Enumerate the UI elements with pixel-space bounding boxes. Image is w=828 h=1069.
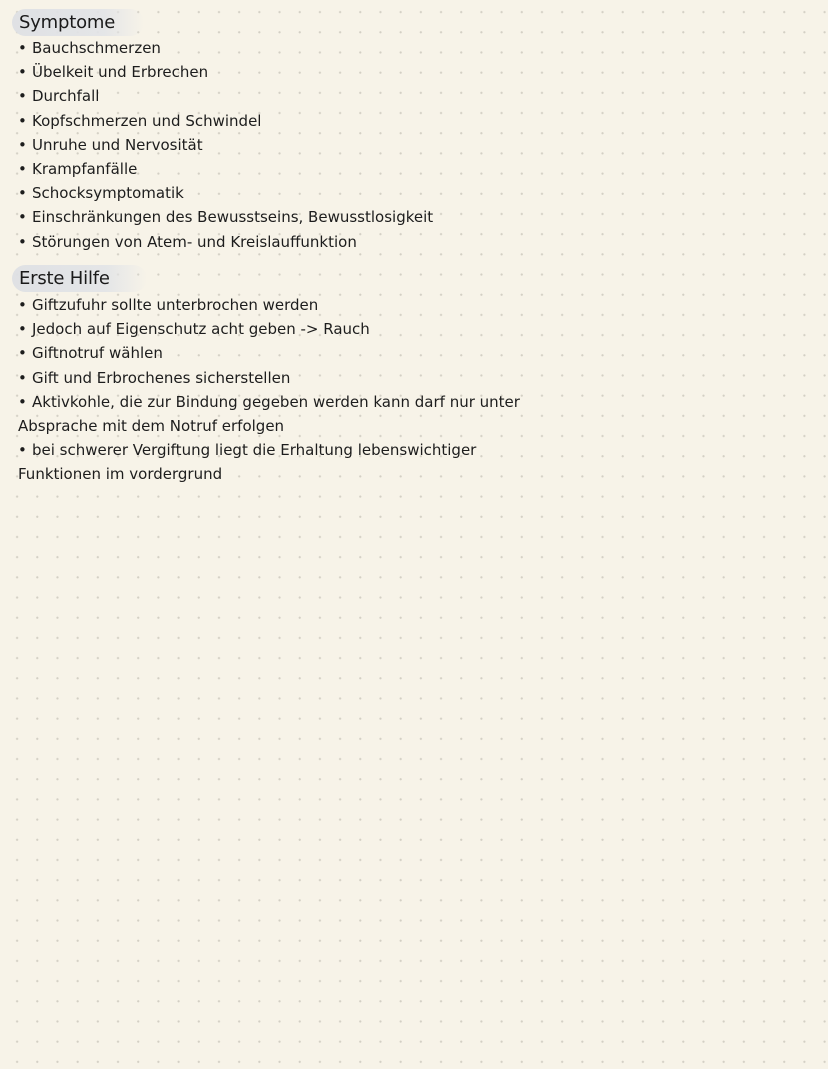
list-item bbox=[18, 109, 433, 133]
list-item-text: Durchfall bbox=[32, 87, 100, 106]
list-item bbox=[18, 60, 433, 84]
list-item-text: Aktivkohle, die zur Bindung gegeben werden kann darf nur unter bbox=[32, 392, 520, 411]
list-item-text: Unruhe und Nervosität bbox=[32, 135, 203, 154]
bullet-icon: • bbox=[18, 441, 27, 460]
list-item-continuation bbox=[18, 414, 520, 438]
list-item bbox=[18, 341, 520, 365]
heading-erste-hilfe-text: Erste Hilfe bbox=[19, 268, 110, 289]
list-item bbox=[18, 317, 520, 341]
bullet-icon: • bbox=[18, 39, 27, 57]
symptome-list bbox=[18, 36, 433, 254]
list-item-text: Funktionen im vordergrund bbox=[18, 465, 223, 484]
list-item bbox=[18, 230, 433, 254]
bullet-icon: • bbox=[18, 87, 27, 106]
heading-symptome bbox=[12, 9, 144, 36]
list-item-text: bei schwerer Vergiftung liegt die Erhaltung lebenswichtiger bbox=[32, 441, 477, 460]
list-item bbox=[18, 181, 433, 205]
list-item bbox=[18, 293, 520, 317]
list-item bbox=[18, 84, 433, 108]
bullet-icon: • bbox=[18, 63, 27, 82]
list-item-text: Einschränkungen des Bewusstseins, Bewusstlosigkeit bbox=[32, 208, 434, 227]
list-item-text: Absprache mit dem Notruf erfolgen bbox=[18, 417, 285, 436]
heading-erste-hilfe bbox=[12, 265, 147, 292]
bullet-icon: • bbox=[18, 208, 27, 227]
list-item-text: Kopfschmerzen und Schwindel bbox=[32, 111, 262, 130]
bullet-icon: • bbox=[18, 296, 27, 314]
erste-hilfe-list bbox=[18, 293, 520, 487]
list-item-text: Giftnotruf wählen bbox=[32, 344, 163, 363]
bullet-icon: • bbox=[18, 111, 27, 130]
bullet-icon: • bbox=[18, 344, 27, 363]
bullet-icon: • bbox=[18, 368, 27, 387]
list-item-text: Schocksymptomatik bbox=[32, 184, 184, 203]
bullet-icon: • bbox=[18, 232, 27, 251]
list-item-text: Giftzufuhr sollte unterbrochen werden bbox=[32, 296, 319, 314]
bullet-icon: • bbox=[18, 184, 27, 203]
list-item bbox=[18, 438, 520, 462]
bullet-icon: • bbox=[18, 135, 27, 154]
list-item bbox=[18, 133, 433, 157]
list-item-text: Krampfanfälle bbox=[32, 160, 138, 179]
list-item bbox=[18, 205, 433, 229]
list-item-text: Übelkeit und Erbrechen bbox=[32, 63, 209, 82]
list-item bbox=[18, 390, 520, 414]
heading-symptome-text: Symptome bbox=[19, 12, 116, 33]
list-item bbox=[18, 36, 433, 60]
bullet-icon: • bbox=[18, 160, 27, 179]
list-item-text: Bauchschmerzen bbox=[32, 39, 161, 57]
list-item-continuation bbox=[18, 462, 520, 486]
bullet-icon: • bbox=[18, 392, 27, 411]
list-item-text: Störungen von Atem- und Kreislauffunktion bbox=[32, 232, 357, 251]
list-item-text: Jedoch auf Eigenschutz acht geben -> Rauch bbox=[32, 320, 370, 339]
list-item bbox=[18, 157, 433, 181]
list-item bbox=[18, 366, 520, 390]
bullet-icon: • bbox=[18, 320, 27, 339]
list-item-text: Gift und Erbrochenes sicherstellen bbox=[32, 368, 291, 387]
